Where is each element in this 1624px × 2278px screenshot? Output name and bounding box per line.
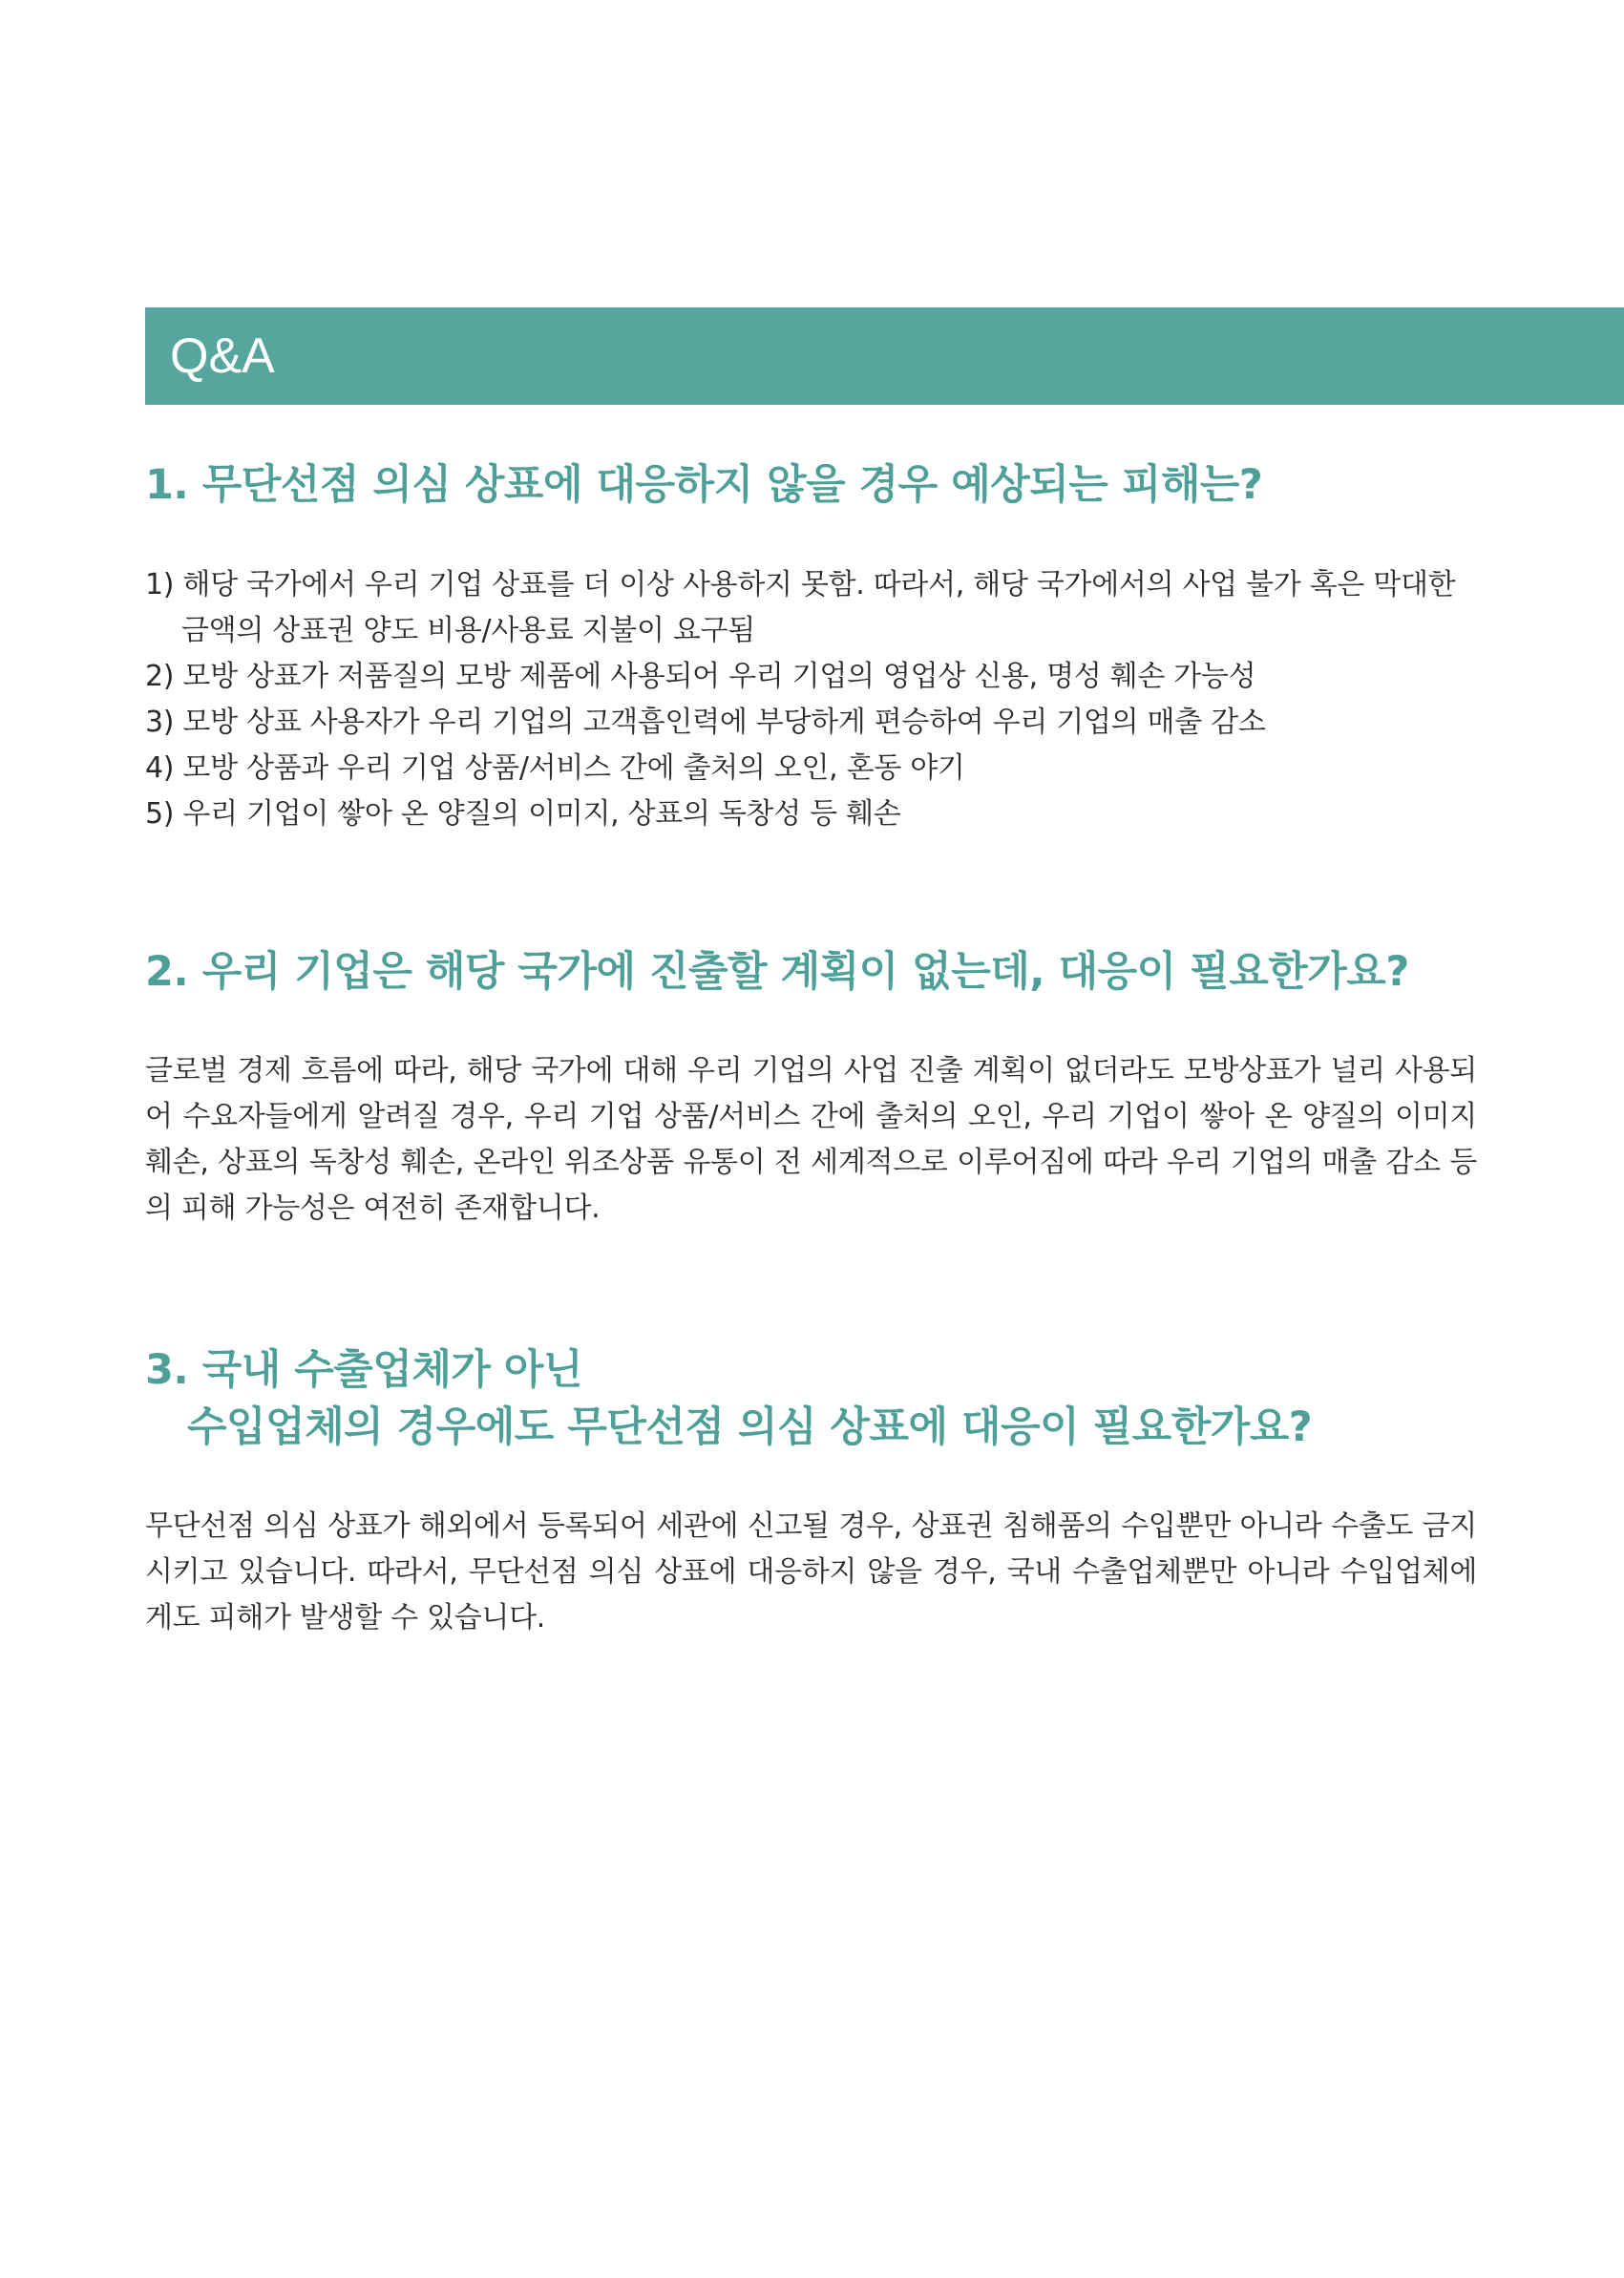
list-item-text: 2) 모방 상표가 저품질의 모방 제품에 사용되어 우리 기업의 영업상 신용, 명성 훼손 가능성 [145,660,1256,693]
banner-title: Q&A [170,328,275,384]
question-3-title-line2: 수입업체의 경우에도 무단선점 의심 상표에 대응이 필요한가요? [187,1403,1313,1451]
list-item [145,791,1455,837]
list-item-text: 5) 우리 기업이 쌓아 온 양질의 이미지, 상표의 독창성 등 훼손 [145,797,901,831]
list-item [145,746,1455,791]
list-item [145,700,1455,746]
list-item-continuation: 금액의 상표권 양도 비용/사용료 지불이 요구됨 [181,614,755,647]
list-item-text: 4) 모방 상품과 우리 기업 상품/서비스 간에 출처의 오인, 혼동 야기 [145,751,965,785]
list-item-text: 1) 해당 국가에서 우리 기업 상표를 더 이상 사용하지 못함. 따라서, 해당 국가에서의 사업 불가 혹은 막대한 [145,568,1456,601]
question-2-title: 2. 우리 기업은 해당 국가에 진출할 계획이 없는데, 대응이 필요한가요? [145,948,1409,996]
question-3-title-line1: 3. 국내 수출업체가 아닌 [145,1346,583,1394]
question-1-title: 1. 무단선점 의심 상표에 대응하지 않을 경우 예상되는 피해는? [145,461,1263,509]
list-item [145,562,1455,654]
section-banner [145,307,1624,405]
question-1-answer-list [145,562,1455,837]
question-3-answer: 무단선점 의심 상표가 해외에서 등록되어 세관에 신고될 경우, 상표권 침해품의 수입뿐만 아니라 수출도 금지시키고 있습니다. 따라서, 무단선점 의심 상표에 대응하지 않을 경우, 국내 수출업체뿐만 아니라 수입업체에게도 피해가 발생할 수 있습니다. [145,1509,1477,1635]
list-item [145,654,1455,700]
list-item-text: 3) 모방 상표 사용자가 우리 기업의 고객흡인력에 부당하게 편승하여 우리 기업의 매출 감소 [145,706,1266,739]
question-2-answer: 글로벌 경제 흐름에 따라, 해당 국가에 대해 우리 기업의 사업 진출 계획이 없더라도 모방상표가 널리 사용되어 수요자들에게 알려질 경우, 우리 기업 상품/서비스 간에 출처의 오인, 우리 기업이 쌓아 온 양질의 이미지 훼손, 상표의 독창성 훼손, 온라인 위조상품 유통이 전 세계적으로 이루어짐에 따라 우리 기업의 매출 감소 등의 피해 가능성은 여전히 존재합니다. [145,1054,1477,1225]
question-3-title [145,1341,1312,1456]
